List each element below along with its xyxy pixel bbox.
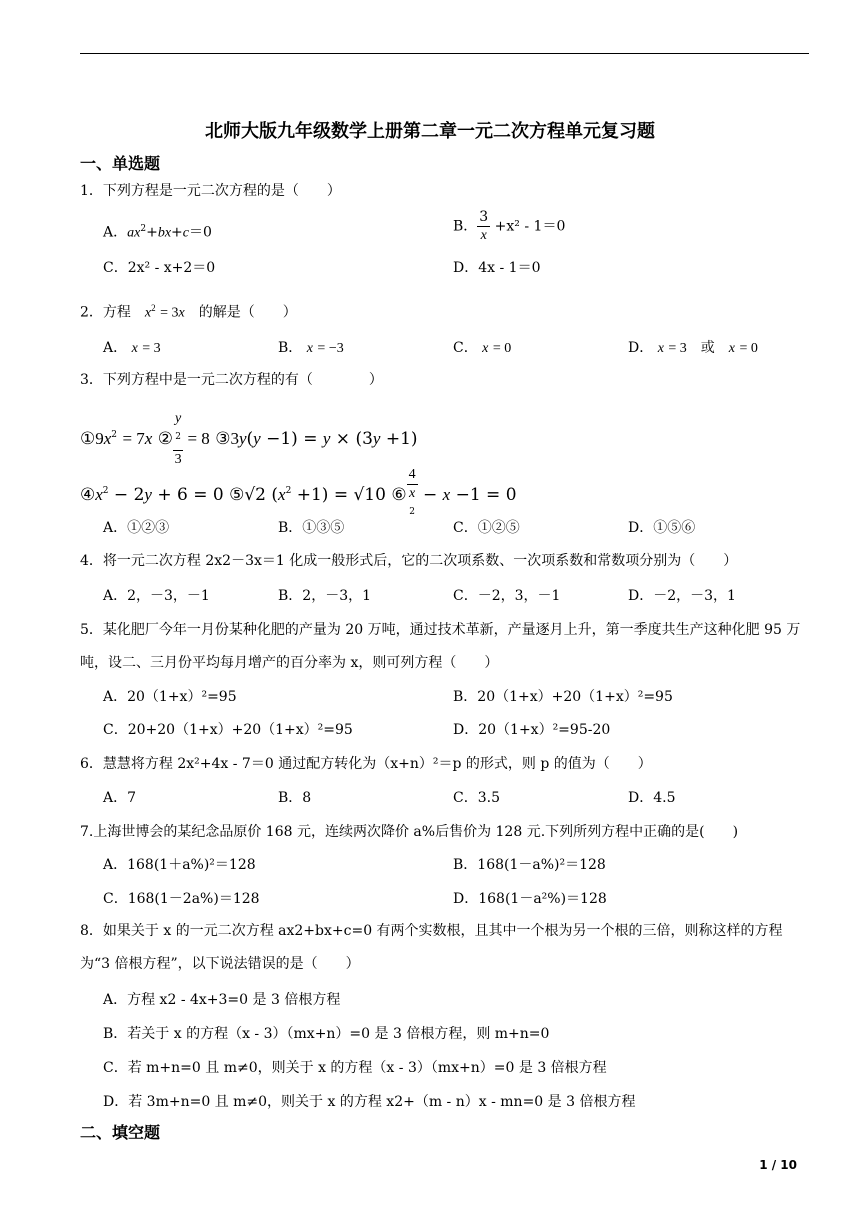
page-title: 北师大版九年级数学上册第二章一元二次方程单元复习题 bbox=[205, 121, 655, 142]
question-6-option-c: C．3.5 bbox=[453, 790, 500, 806]
question-3-stem: 3．下列方程中是一元二次方程的有（ ） bbox=[80, 372, 383, 388]
question-1-option-a: A．$ax^2+bx+c=0$ bbox=[103, 224, 212, 241]
question-2-stem: 2．方程 $x^2 = 3x$ 的解是（ ） bbox=[80, 303, 297, 321]
question-6-option-d: D．4.5 bbox=[628, 790, 676, 806]
question-1-option-d: D．4x - 1＝0 bbox=[453, 260, 541, 276]
question-8-option-b: B．若关于 x 的方程（x - 3）（mx+n）=0 是 3 倍根方程，则 m+n=0 bbox=[103, 1026, 550, 1042]
question-3-option-d: D．①⑤⑥ bbox=[628, 520, 696, 536]
question-8-option-d: D．若 3m+n=0 且 m≠0，则关于 x 的方程 x2+（m - n）x - mn=0 是 3 倍根方程 bbox=[103, 1094, 636, 1110]
question-7-option-a: A．168(1＋a%)²＝128 bbox=[103, 857, 256, 873]
section-heading-fill-in: 二、填空题 bbox=[80, 1123, 161, 1142]
question-6-stem: 6．慧慧将方程 2x²+4x - 7＝0 通过配方转化为（x+n）²＝p 的形式，则 p 的值为（ ） bbox=[80, 756, 652, 772]
question-3-equations-line-2: $④x^2 - 2y + 6 = 0$ ⑤√2 $(x^2 +1) = √10$ ⑥ 4 x $^2$ − x −1 = 0 bbox=[80, 467, 517, 517]
question-8-stem: 8．如果关于 x 的一元二次方程 ax2+bx+c=0 有两个实数根，且其中一个根为另一个根的三倍，则称这样的方程为“3 倍根方程”，以下说法错误的是（ ） bbox=[80, 923, 783, 972]
question-5-option-b: B．20（1+x）+20（1+x）²=95 bbox=[453, 689, 673, 705]
question-5-stem: 5．某化肥厂今年一月份某种化肥的产量为 20 万吨，通过技术革新，产量逐月上升，第一季度共生产这种化肥 95 万吨，设二、三月份平均每月增产的百分率为 x，则可列方程（ ） bbox=[80, 622, 801, 671]
header-rule bbox=[80, 53, 809, 54]
fraction: $\frac{3}{x}$ bbox=[479, 209, 489, 243]
section-heading-single-choice: 一、单选题 bbox=[80, 154, 161, 173]
question-7-option-c: C．168(1－2a%)＝128 bbox=[103, 891, 260, 907]
question-1-stem: 1．下列方程是一元二次方程的是（ ） bbox=[80, 183, 341, 199]
question-4-stem: 4．将一元二次方程 2x2－3x＝1 化成一般形式后，它的二次项系数、一次项系数和常数项分别为（ ） bbox=[80, 553, 738, 569]
page-number: 1 / 10 bbox=[759, 1158, 797, 1172]
question-4-option-b: B．2，－3，1 bbox=[278, 588, 372, 604]
question-7-option-b: B．168(1－a%)²＝128 bbox=[453, 857, 606, 873]
question-4-option-d: D．－2，－3，1 bbox=[628, 588, 736, 604]
question-4-option-a: A．2，－3，－1 bbox=[103, 588, 210, 604]
question-6-option-b: B．8 bbox=[278, 790, 312, 806]
question-3-option-c: C．①②⑤ bbox=[453, 520, 520, 536]
question-4-option-c: C．－2，3，－1 bbox=[453, 588, 561, 604]
question-2-option-d: D． x = 3 或 x = 0 bbox=[628, 340, 758, 356]
question-5-option-a: A．20（1+x）²=95 bbox=[103, 689, 237, 705]
question-1-option-c: C．2x² - x+2＝0 bbox=[103, 260, 216, 276]
question-3-option-b: B．①③⑤ bbox=[278, 520, 345, 536]
question-5-option-d: D．20（1+x）²=95-20 bbox=[453, 722, 611, 738]
question-6-option-a: A．7 bbox=[103, 790, 137, 806]
question-1-option-b: B． $\frac{3}{x}$ +x² - 1＝0 bbox=[453, 209, 566, 243]
question-7-stem: 7.上海世博会的某纪念品原价 168 元，连续两次降价 a%后售价为 128 元.下列所列方程中正确的是( ) bbox=[80, 824, 739, 840]
question-3-equations-line-1: $①9x^2 = 7x$ ② y $^2$ 3 = 8 ③3y(y −1) = y × (3y +1) bbox=[80, 411, 418, 467]
question-2-option-c: C． x = 0 bbox=[453, 340, 512, 356]
question-8-option-a: A．方程 x2 - 4x+3=0 是 3 倍根方程 bbox=[103, 992, 341, 1008]
question-8-option-c: C．若 m+n=0 且 m≠0，则关于 x 的方程（x - 3）（mx+n）=0 是 3 倍根方程 bbox=[103, 1060, 607, 1076]
question-2-option-b: B． x = −3 bbox=[278, 340, 344, 356]
question-7-option-d: D．168(1－a²%)＝128 bbox=[453, 891, 607, 907]
question-5-option-c: C．20+20（1+x）+20（1+x）²=95 bbox=[103, 722, 353, 738]
question-3-option-a: A．①②③ bbox=[103, 520, 170, 536]
question-2-option-a: A． x = 3 bbox=[103, 340, 161, 356]
